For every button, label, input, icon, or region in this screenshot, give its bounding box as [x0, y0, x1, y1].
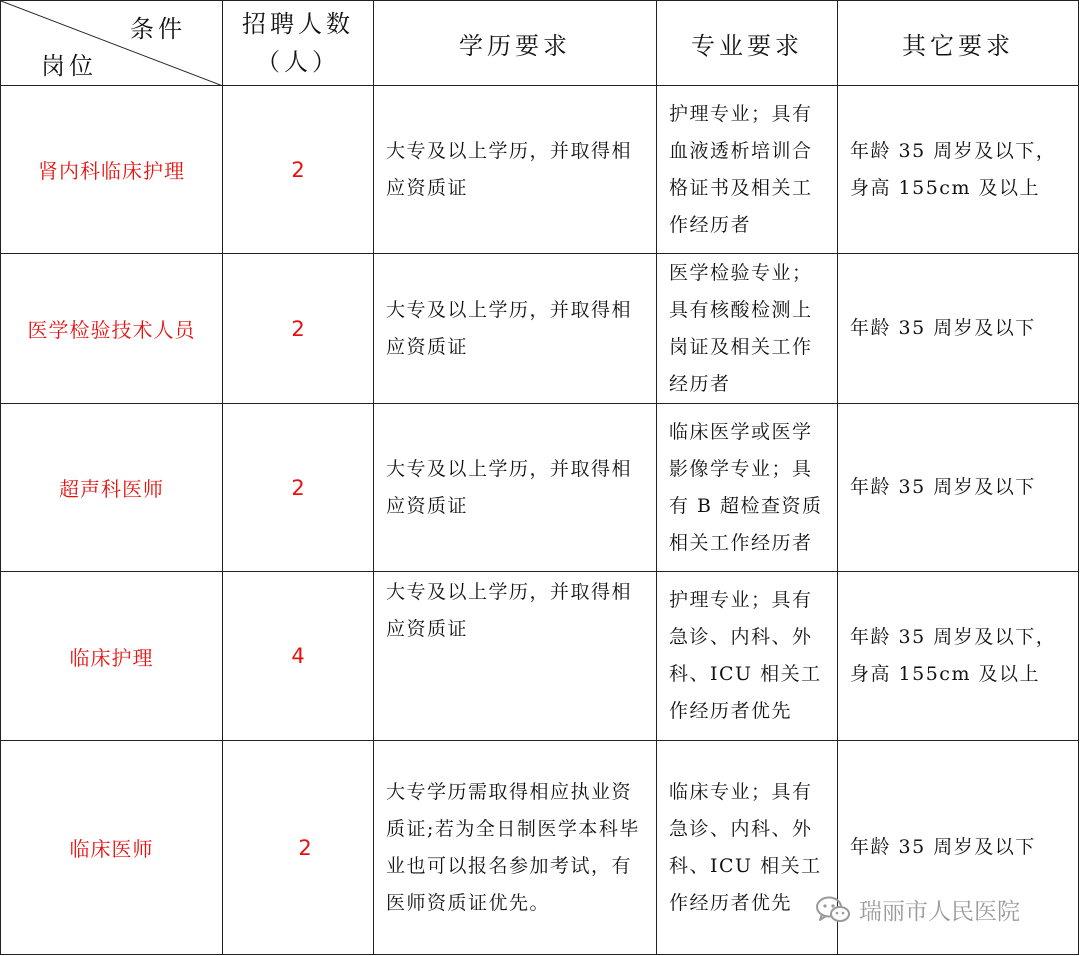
education-cell: 大专学历需取得相应执业资质证;若为全日制医学本科毕业也可以报名参加考试，有医师资质证优先。 — [374, 741, 657, 955]
header-position: 岗位 — [41, 52, 97, 80]
position-cell: 医学检验技术人员 — [1, 254, 223, 404]
table-row — [1, 572, 1079, 741]
major-cell: 医学检验专业；具有核酸检测上岗证及相关工作经历者 — [657, 254, 838, 404]
header-row — [1, 1, 1079, 86]
count-cell: 4 — [223, 572, 374, 741]
education-cell: 大专及以上学历，并取得相应资质证 — [374, 404, 657, 572]
watermark-text: 瑞丽市人民医院 — [859, 899, 1020, 925]
header-count — [223, 1, 374, 86]
header-education: 学历要求 — [374, 1, 657, 86]
other-cell: 年龄 35 周岁及以下，身高 155cm 及以上 — [838, 86, 1079, 254]
other-cell: 年龄 35 周岁及以下 — [838, 741, 1079, 955]
position-cell: 肾内科临床护理 — [1, 86, 223, 254]
major-cell: 临床医学或医学影像学专业；具有 B 超检查资质相关工作经历者 — [657, 404, 838, 572]
header-major: 专业要求 — [657, 1, 838, 86]
position-cell: 超声科医师 — [1, 404, 223, 572]
table-row — [1, 254, 1079, 404]
other-cell: 年龄 35 周岁及以下 — [838, 254, 1079, 404]
header-count-line1: 招聘人数 — [242, 10, 354, 38]
position-cell: 临床医师 — [1, 741, 223, 955]
header-diagonal-cell — [1, 1, 223, 86]
wechat-icon — [815, 895, 851, 925]
major-cell: 临床专业；具有急诊、内科、外科、ICU 相关工作经历者优先 — [657, 741, 838, 955]
major-cell: 护理专业；具有血液透析培训合格证书及相关工作经历者 — [657, 86, 838, 254]
table-row — [1, 86, 1079, 254]
other-cell: 年龄 35 周岁及以下，身高 155cm 及以上 — [838, 572, 1079, 741]
count-cell: 2 — [223, 404, 374, 572]
education-cell: 大专及以上学历，并取得相应资质证 — [374, 572, 657, 741]
header-count-line2: （人） — [256, 48, 340, 76]
position-cell: 临床护理 — [1, 572, 223, 741]
watermark — [815, 893, 1020, 926]
count-cell: 2 — [223, 86, 374, 254]
education-cell: 大专及以上学历，并取得相应资质证 — [374, 254, 657, 404]
diagonal-line — [1, 1, 223, 86]
other-cell: 年龄 35 周岁及以下 — [838, 404, 1079, 572]
education-cell: 大专及以上学历，并取得相应资质证 — [374, 86, 657, 254]
count-cell: 2 — [223, 741, 374, 955]
table-row — [1, 404, 1079, 572]
count-cell: 2 — [223, 254, 374, 404]
header-condition: 条件 — [130, 15, 186, 43]
header-other: 其它要求 — [838, 1, 1079, 86]
major-cell: 护理专业；具有急诊、内科、外科、ICU 相关工作经历者优先 — [657, 572, 838, 741]
